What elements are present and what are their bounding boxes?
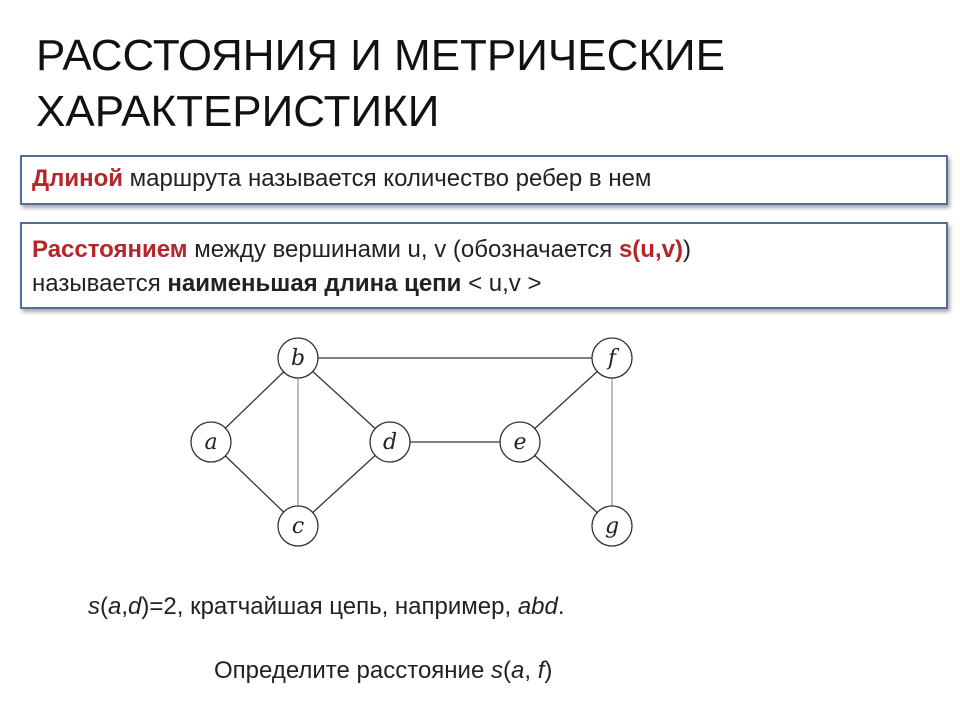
example-d: d xyxy=(128,593,142,620)
question-f: f xyxy=(537,657,545,684)
node-a xyxy=(191,422,231,462)
node-e-label: e xyxy=(513,430,527,455)
definition-distance-box xyxy=(20,222,948,309)
question-s: s xyxy=(490,657,503,684)
node-g xyxy=(592,506,632,546)
node-d xyxy=(370,422,410,462)
page-title xyxy=(36,28,725,140)
node-a-label: a xyxy=(204,430,218,455)
example-comma: , xyxy=(121,593,129,620)
node-b-label: b xyxy=(290,346,306,371)
definition-distance-text-1: между вершинами u, v (обозначается xyxy=(187,236,619,263)
definition-distance-text-3: называется xyxy=(32,270,168,297)
question-caption xyxy=(214,657,552,685)
question-a: a xyxy=(510,657,525,684)
example-s: s xyxy=(88,593,100,620)
node-d-label: d xyxy=(382,430,398,455)
example-open: ( xyxy=(100,593,108,620)
node-e xyxy=(500,422,540,462)
node-f xyxy=(592,338,632,378)
title-line-1: РАССТОЯНИЯ И МЕТРИЧЕСКИЕ xyxy=(36,31,725,80)
example-path: abd xyxy=(517,593,558,620)
node-b xyxy=(278,338,318,378)
example-end: . xyxy=(557,593,565,620)
example-text: )=2, кратчайшая цепь, например, xyxy=(141,593,518,620)
distance-bold-phrase: наименьшая длина цепи xyxy=(167,270,462,297)
question-text: Определите расстояние xyxy=(214,657,491,684)
graph-edges xyxy=(211,358,612,526)
definition-distance-text-2: ) xyxy=(682,236,691,263)
example-a: a xyxy=(108,593,122,620)
definition-length-text: маршрута называется количество ребер в нем xyxy=(123,165,652,192)
node-c xyxy=(278,506,318,546)
distance-notation: s(u,v) xyxy=(618,236,683,263)
question-open: ( xyxy=(502,657,511,684)
term-distance: Расстоянием xyxy=(32,236,188,263)
question-close: ) xyxy=(544,657,553,684)
definition-length-box xyxy=(20,155,948,205)
definition-distance-text-4: < u,v > xyxy=(461,270,542,297)
node-f-label: f xyxy=(607,346,617,371)
node-c-label: c xyxy=(291,514,305,539)
term-length: Длиной xyxy=(32,165,124,192)
title-line-2: ХАРАКТЕРИСТИКИ xyxy=(36,87,440,136)
graph-diagram xyxy=(160,325,620,565)
node-g-label: g xyxy=(604,514,620,539)
question-comma: , xyxy=(524,657,538,684)
example-caption xyxy=(88,593,565,621)
